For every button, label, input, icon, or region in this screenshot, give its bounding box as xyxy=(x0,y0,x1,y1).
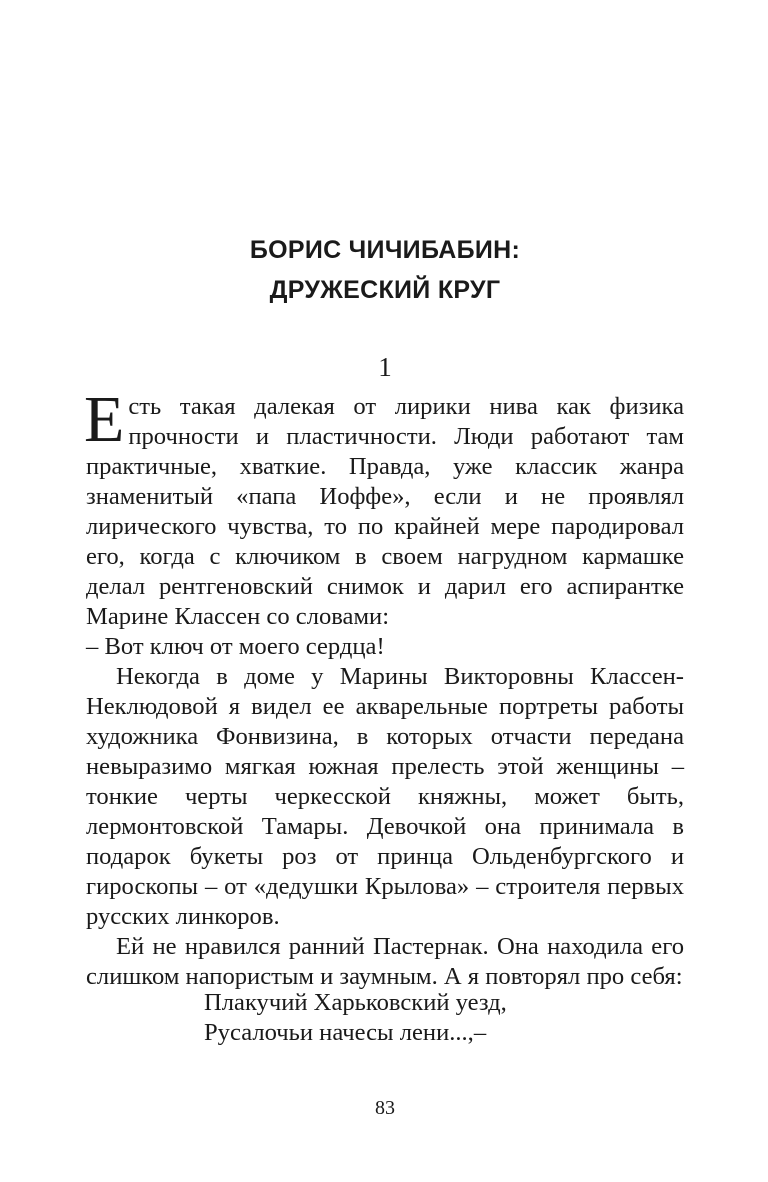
chapter-title xyxy=(86,230,684,310)
book-page xyxy=(86,0,684,1182)
verse-quote xyxy=(204,988,507,1048)
chapter-title-line-1: БОРИС ЧИЧИБАБИН: xyxy=(249,236,521,264)
paragraph-2: Некогда в доме у Марины Викторовны Классен-Неклюдовой я видел ее акварельные портреты работы художника Фонвизина, в которых отчасти передана невыразимо мягкая южная прелесть этой женщины – тонкие черты черкесской княжны, может быть, лермонтовской Тамары. Девочкой она принимала в подарок букеты роз от принца Ольденбургского и гироскопы – от «дедушки Крылова» – строителя первых русских линкоров. xyxy=(86,663,684,930)
paragraph-3: Ей не нравился ранний Пастернак. Она находила его слишком напористым и заумным. А я повторял про себя: xyxy=(86,933,684,990)
chapter-title-line-2: ДРУЖЕСКИЙ КРУГ xyxy=(269,276,501,304)
body-text xyxy=(84,383,684,992)
drop-cap: Е xyxy=(84,383,125,456)
paragraph-1 xyxy=(84,383,684,632)
verse-line-1: Плакучий Харьковский уезд, xyxy=(204,989,507,1016)
verse-line-2: Русалочьи начесы лени...,– xyxy=(204,1019,487,1046)
dialog-line: – Вот ключ от моего сердца! xyxy=(86,633,385,660)
section-number: 1 xyxy=(378,352,392,382)
paragraph-1-text: сть такая далекая от лирики нива как физика прочности и пластичности. Люди работают там практичные, хваткие. Правда, уже классик жанра знаменитый «папа Иоффе», если и не проявлял лирического чувства, то по крайней мере пародировал его, когда с ключиком в своем нагрудном кармашке делал рентгеновский снимок и дарил его аспирантке Марине Классен со словами: xyxy=(86,393,684,630)
page-number: 83 xyxy=(375,1097,395,1119)
